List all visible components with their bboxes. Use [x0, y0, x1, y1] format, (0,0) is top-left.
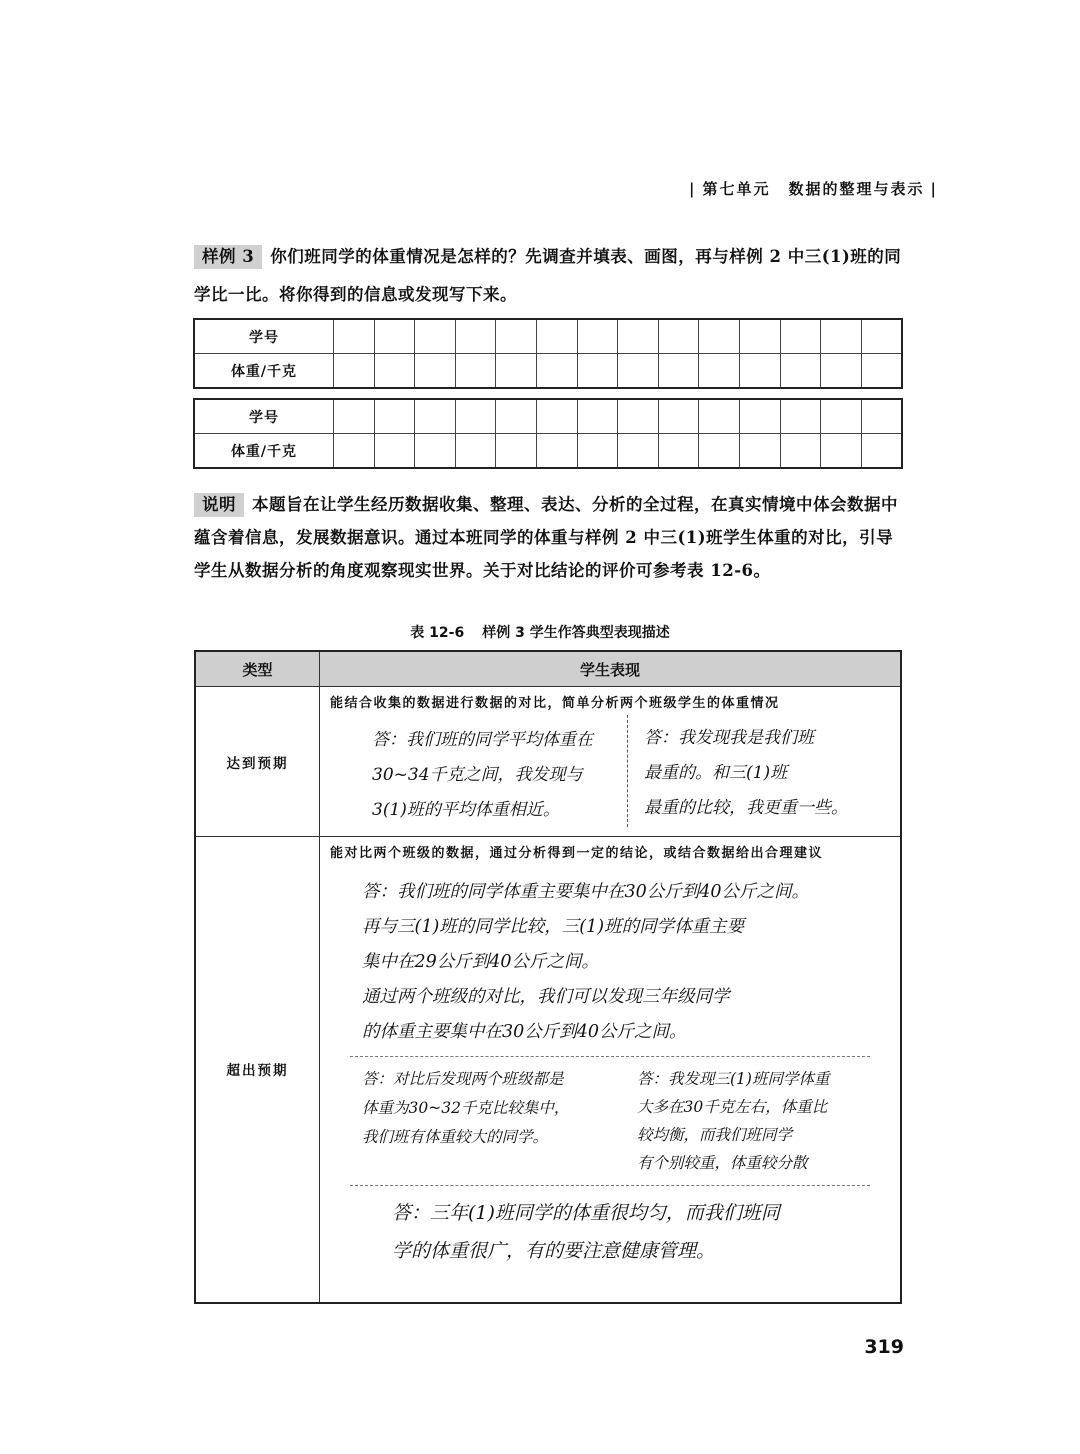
- handwritten-answer: 答：对比后发现两个班级都是 体重为30~32千克比较集中， 我们班有体重较大的同学。: [362, 1070, 570, 1146]
- blank-cell[interactable]: [618, 434, 659, 469]
- row1-answers: [320, 723, 900, 828]
- data-table-1: [193, 318, 903, 389]
- caption-title: 样例 3 学生作答典型表现描述: [482, 625, 670, 641]
- handwritten-answer: 答：我发现三(1)班同学体重 大多在30千克左右，体重比 较均衡，而我们班同学 有个别较重，体重较分散: [637, 1070, 830, 1172]
- blank-cell[interactable]: [618, 354, 659, 389]
- handwritten-answer: 答：我发现我是我们班 最重的。和三(1)班 最重的比较，我更重一些。: [627, 715, 848, 827]
- handwritten-answer: 答：三年(1)班同学的体重很均匀，而我们班同 学的体重很广，有的要注意健康管理。: [392, 1202, 780, 1262]
- table-row: [194, 434, 902, 469]
- blank-cell[interactable]: [374, 399, 415, 434]
- blank-cell[interactable]: [577, 354, 618, 389]
- blank-cell[interactable]: [334, 434, 375, 469]
- blank-cell[interactable]: [780, 319, 821, 354]
- blank-cell[interactable]: [334, 399, 375, 434]
- blank-cell[interactable]: [739, 354, 780, 389]
- explanation-paragraph: [194, 488, 906, 587]
- row-label-student-id: 学号: [194, 319, 334, 354]
- blank-cell[interactable]: [861, 434, 902, 469]
- blank-cell[interactable]: [496, 354, 537, 389]
- blank-cell[interactable]: [861, 319, 902, 354]
- blank-cell[interactable]: [334, 354, 375, 389]
- blank-cell[interactable]: [415, 354, 456, 389]
- blank-cell[interactable]: [455, 319, 496, 354]
- type-meets-expectation: 达到预期: [195, 687, 320, 837]
- blank-cell[interactable]: [415, 319, 456, 354]
- explanation-text: 本题旨在让学生经历数据收集、整理、表达、分析的全过程，在真实情境中体会数据中蕴含着信息，发展数据意识。通过本班同学的体重与样例 2 中三(1)班学生体重的对比，引导学生从数据分析的角度观察现实世界。关于对比结论的评价可参考表 12-6。: [194, 495, 898, 580]
- blank-cell[interactable]: [699, 399, 740, 434]
- blank-cell[interactable]: [699, 354, 740, 389]
- performance-table: [194, 650, 902, 1304]
- sample-text: 你们班同学的体重情况是怎样的？先调查并填表、画图，再与样例 2 中三(1)班的同学比一比。将你得到的信息或发现写下来。: [194, 247, 902, 304]
- blank-cell[interactable]: [780, 399, 821, 434]
- blank-cell[interactable]: [496, 399, 537, 434]
- table-caption: [0, 622, 1080, 642]
- blank-cell[interactable]: [536, 434, 577, 469]
- blank-cell[interactable]: [658, 354, 699, 389]
- running-header: [683, 178, 944, 199]
- blank-cell[interactable]: [618, 399, 659, 434]
- row2-description: 能对比两个班级的数据，通过分析得到一定的结论，或结合数据给出合理建议: [330, 846, 824, 861]
- row-label-weight: 体重/千克: [194, 434, 334, 469]
- blank-cell[interactable]: [821, 399, 862, 434]
- blank-cell[interactable]: [821, 354, 862, 389]
- table-header-row: [195, 651, 901, 687]
- table-row: [194, 399, 902, 434]
- blank-cell[interactable]: [699, 434, 740, 469]
- col-header-type: 类型: [195, 651, 320, 687]
- blank-cell[interactable]: [496, 434, 537, 469]
- blank-cell[interactable]: [536, 354, 577, 389]
- blank-cell[interactable]: [739, 319, 780, 354]
- sample-paragraph: [194, 238, 906, 314]
- blank-cell[interactable]: [821, 319, 862, 354]
- header-unit: 第七单元: [702, 180, 771, 198]
- blank-cell[interactable]: [455, 354, 496, 389]
- caption-number: 表 12-6: [410, 625, 465, 641]
- col-header-performance: 学生表现: [320, 651, 902, 687]
- blank-cell[interactable]: [374, 434, 415, 469]
- blank-cell[interactable]: [334, 319, 375, 354]
- blank-cell[interactable]: [658, 399, 699, 434]
- header-bar-left: |: [689, 180, 697, 198]
- blank-cell[interactable]: [780, 434, 821, 469]
- table-row: [195, 687, 901, 837]
- blank-cell[interactable]: [821, 434, 862, 469]
- header-bar-right: |: [930, 180, 938, 198]
- blank-cell[interactable]: [536, 399, 577, 434]
- blank-cell[interactable]: [739, 399, 780, 434]
- blank-cell[interactable]: [374, 354, 415, 389]
- blank-cell[interactable]: [658, 434, 699, 469]
- blank-cell[interactable]: [780, 354, 821, 389]
- handwritten-answer: 答：我们班的同学体重主要集中在30公斤到40公斤之间。 再与三(1)班的同学比较，三(1)班的同学体重主要 集中在29公斤到40公斤之间。 通过两个班级的对比，我们可以发现三年级同学 的体重主要集中在30公斤到40公斤之间。: [362, 882, 810, 1042]
- header-title: 数据的整理与表示: [788, 180, 925, 198]
- performance-cell: [320, 687, 902, 837]
- table-row: [194, 319, 902, 354]
- sample-label: 样例 3: [194, 245, 262, 269]
- blank-cell[interactable]: [455, 399, 496, 434]
- blank-cell[interactable]: [536, 319, 577, 354]
- row-label-student-id: 学号: [194, 399, 334, 434]
- blank-cell[interactable]: [455, 434, 496, 469]
- blank-cell[interactable]: [577, 434, 618, 469]
- blank-cell[interactable]: [618, 319, 659, 354]
- blank-cell[interactable]: [861, 354, 902, 389]
- blank-cell[interactable]: [577, 319, 618, 354]
- blank-cell[interactable]: [496, 319, 537, 354]
- table-row: [195, 837, 901, 1303]
- blank-cell[interactable]: [861, 399, 902, 434]
- row-label-weight: 体重/千克: [194, 354, 334, 389]
- performance-cell: [320, 837, 902, 1303]
- handwritten-answer: 答：我们班的同学平均体重在 30~34千克之间，我发现与 3(1)班的平均体重相近。: [372, 730, 593, 820]
- blank-cell[interactable]: [739, 434, 780, 469]
- blank-cell[interactable]: [699, 319, 740, 354]
- data-table-2: [193, 398, 903, 469]
- table-row: [194, 354, 902, 389]
- blank-cell[interactable]: [374, 319, 415, 354]
- row2-answers: [320, 1065, 900, 1177]
- type-exceeds-expectation: 超出预期: [195, 837, 320, 1303]
- row1-description: 能结合收集的数据进行数据的对比，简单分析两个班级学生的体重情况: [330, 696, 780, 711]
- explanation-label: 说明: [194, 493, 244, 517]
- dashed-divider: [350, 1185, 870, 1186]
- dashed-divider: [350, 1056, 870, 1057]
- page-number: 319: [864, 1336, 904, 1358]
- blank-cell[interactable]: [658, 319, 699, 354]
- blank-cell[interactable]: [415, 399, 456, 434]
- blank-cell[interactable]: [415, 434, 456, 469]
- blank-cell[interactable]: [577, 399, 618, 434]
